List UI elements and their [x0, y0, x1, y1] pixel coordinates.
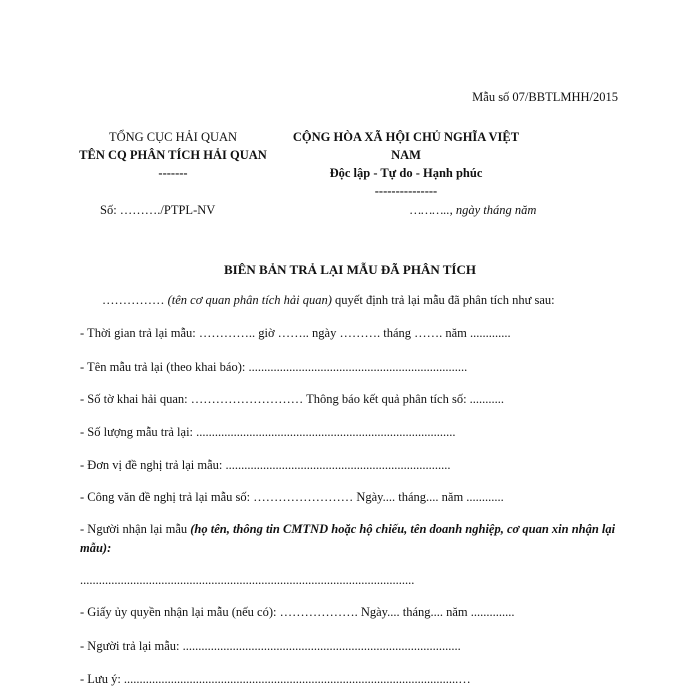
agency-line-1: TỔNG CỤC HẢI QUAN — [108, 130, 238, 144]
field-requesting-unit: - Đơn vị đề nghị trả lại mẫu: ........................................................................ — [80, 458, 451, 472]
intro-rest: quyết định trả lại mẫu đã phân tích như sau: — [335, 293, 555, 307]
field-authorization: - Giấy ủy quyền nhận lại mẫu (nếu có): ………………. Ngày.... tháng.... năm .............. — [80, 605, 515, 619]
recipient-description: (họ tên, thông tin CMTND hoặc hộ chiếu, tên doanh nghiệp, cơ quan xin nhận lại mẫu): — [80, 522, 616, 555]
nation-motto: Độc lập - Tự do - Hạnh phúc — [329, 166, 483, 180]
document-date: ……….., ngày tháng năm — [410, 203, 537, 217]
nation-header — [286, 128, 526, 200]
form-code: Mẫu số 07/BBTLMHH/2015 — [472, 90, 618, 104]
intro-line — [102, 293, 555, 308]
agency-separator: ------- — [158, 166, 188, 180]
document-title: BIÊN BẢN TRẢ LẠI MẪU ĐÃ PHÂN TÍCH — [224, 262, 476, 277]
field-request-letter: - Công văn đề nghị trả lại mẫu số: …………………… Ngày.... tháng.... năm ............ — [80, 490, 504, 504]
field-note: - Lưu ý: ...........................................................................................................… — [80, 672, 471, 686]
recipient-label: - Người nhận lại mẫu — [80, 522, 188, 536]
agency-line-2: TÊN CQ PHÂN TÍCH HẢI QUAN — [79, 148, 267, 162]
field-quantity: - Số lượng mẫu trả lại: ................................................................................... — [80, 425, 456, 439]
field-returner: - Người trả lại mẫu: ......................................................................................... — [80, 639, 461, 653]
nation-separator: --------------- — [374, 184, 438, 198]
field-sample-name: - Tên mẫu trả lại (theo khai báo): ...................................................................... — [80, 360, 468, 374]
intro-agency: (tên cơ quan phân tích hải quan) — [167, 293, 332, 307]
document-number: Số: ………./PTPL-NV — [100, 203, 216, 217]
nation-line-1: CỘNG HÒA XÃ HỘI CHỦ NGHĨA VIỆT NAM — [292, 130, 520, 162]
field-return-time: - Thời gian trả lại mẫu: ………….. giờ …….. ngày ………. tháng ……. năm ............. — [80, 326, 511, 340]
field-recipient — [80, 520, 620, 558]
field-declaration: - Số tờ khai hải quan: ……………………… Thông báo kết quả phân tích số: ........... — [80, 392, 505, 406]
agency-header — [78, 128, 268, 182]
recipient-dots: ........................................................................................................... — [80, 573, 415, 587]
intro-dots: …………… — [102, 293, 165, 307]
